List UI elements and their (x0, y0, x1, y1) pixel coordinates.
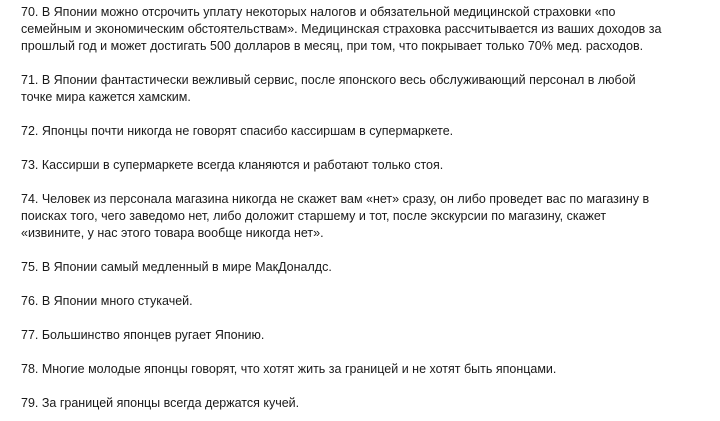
fact-76: 76. В Японии много стукачей. (21, 294, 193, 308)
fact-75: 75. В Японии самый медленный в мире МакДоналдс. (21, 260, 332, 274)
fact-71: 71. В Японии фантастически вежливый сервис, после японского весь обслуживающий персонал в любой точке мира кажется хамским. (21, 73, 636, 104)
fact-77: 77. Большинство японцев ругает Японию. (21, 328, 265, 342)
fact-79: 79. За границей японцы всегда держатся кучей. (21, 396, 300, 410)
fact-72: 72. Японцы почти никогда не говорят спасибо кассиршам в супермаркете. (21, 124, 454, 138)
fact-78: 78. Многие молодые японцы говорят, что хотят жить за границей и не хотят быть японцами. (21, 362, 557, 376)
fact-73: 73. Кассирши в супермаркете всегда кланяются и работают только стоя. (21, 158, 444, 172)
fact-70: 70. В Японии можно отсрочить уплату некоторых налогов и обязательной медицинской страховки «по семейным и экономическим обстоятельствам». Медицинская страховка рассчитывается из ваших доходов за прошлый год и может достигать 500 долларов в месяц, при том, что покрывает только 70% мед. расходов. (21, 5, 662, 53)
fact-74: 74. Человек из персонала магазина никогда не скажет вам «нет» сразу, он либо проведет вас по магазину в поисках того, чего заведомо нет, либо доложит старшему и тот, после экскурсии по магазину, скажет «извините, у нас этого товара вообще никогда нет». (21, 192, 650, 240)
